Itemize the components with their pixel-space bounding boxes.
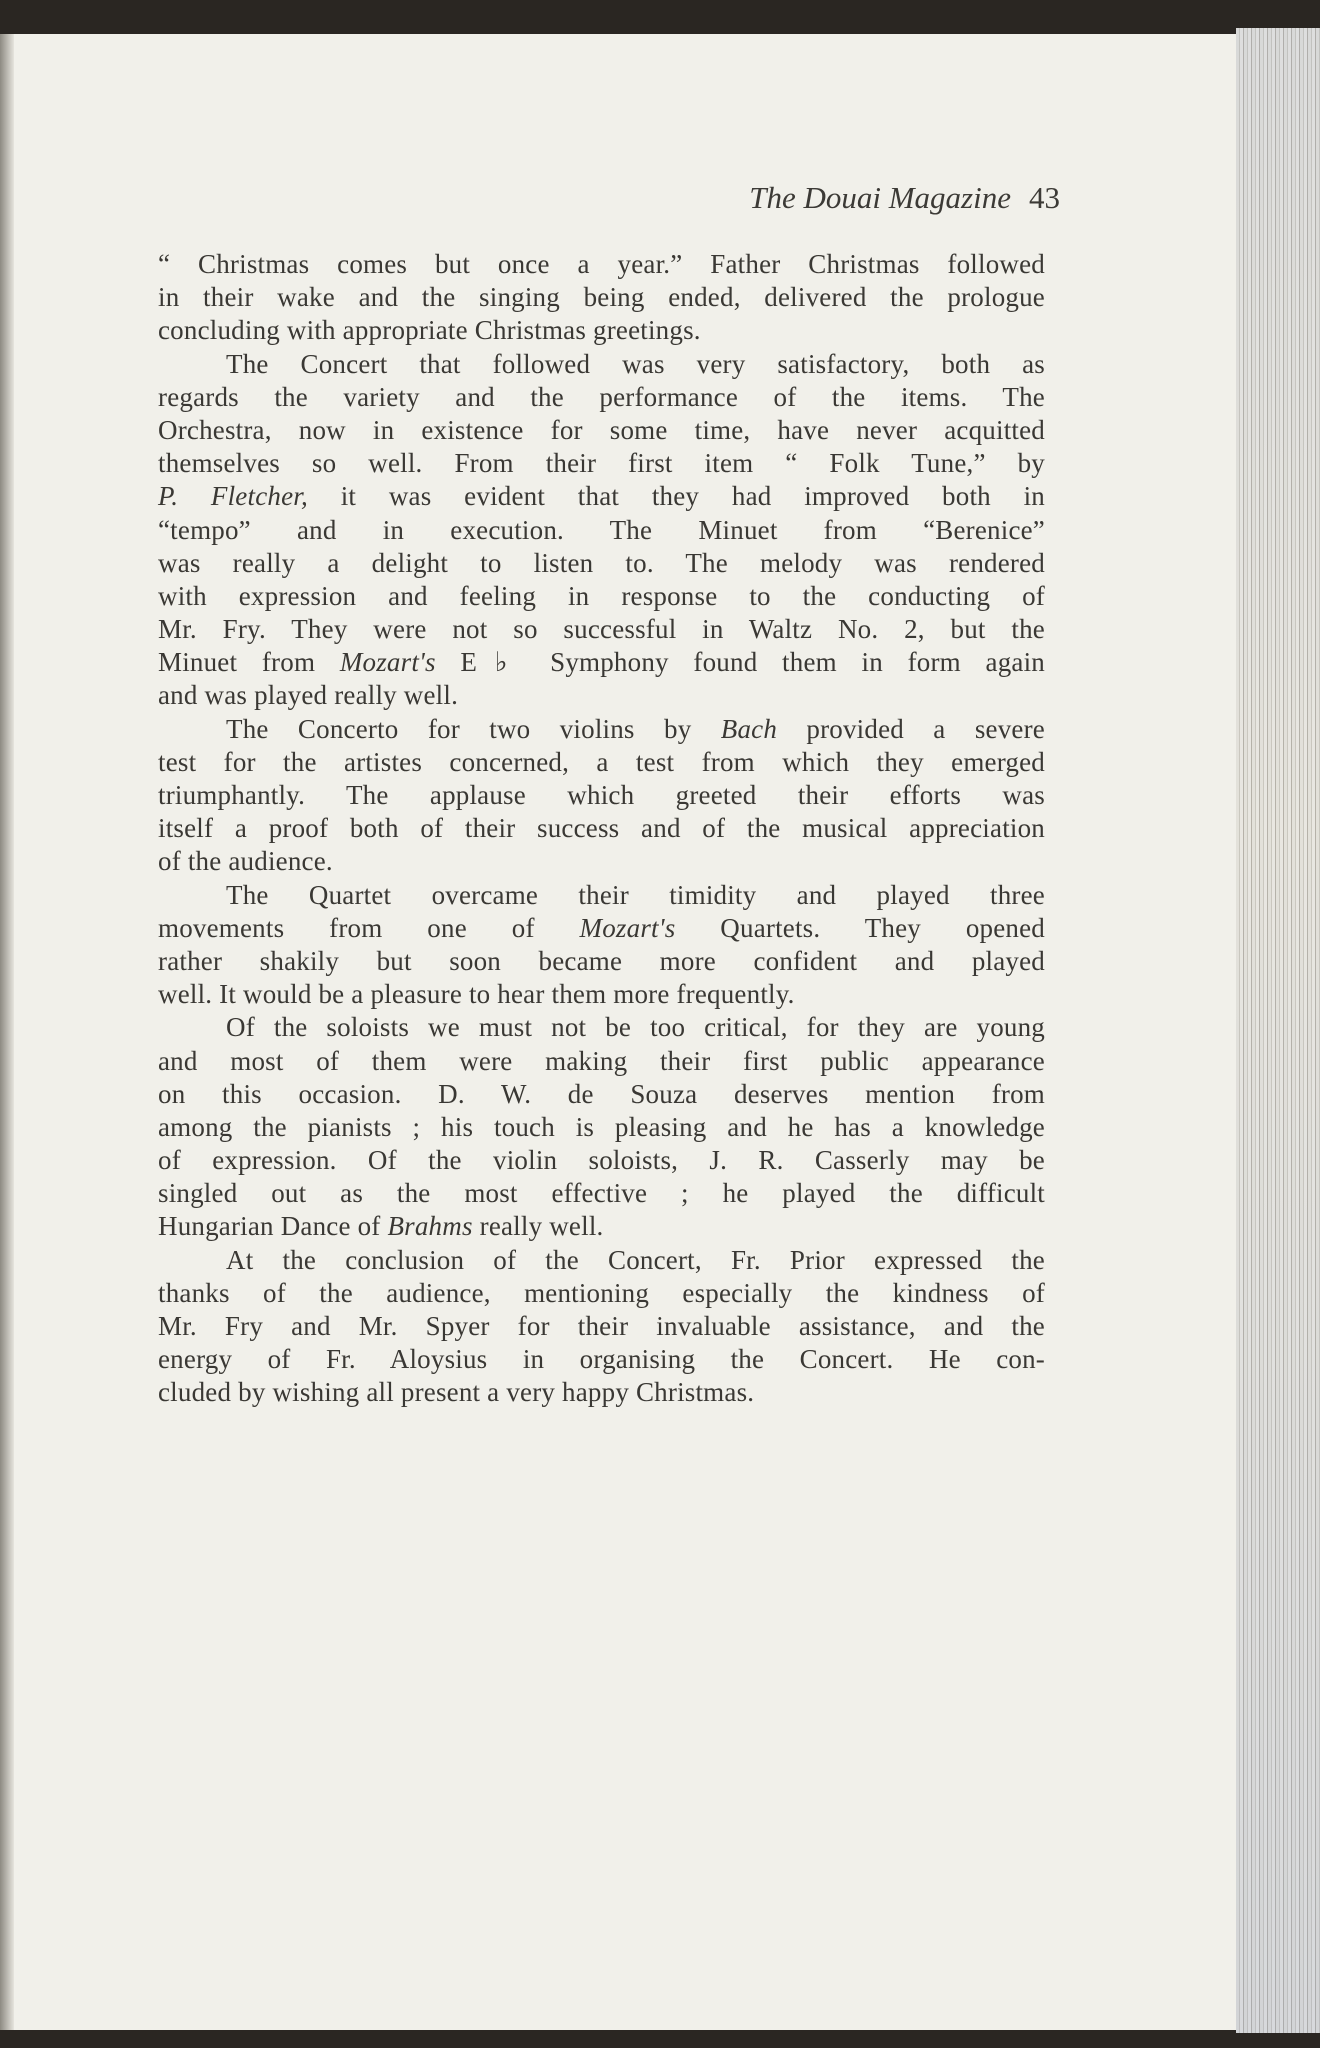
page-edges [1236, 28, 1320, 2033]
text-line [158, 1144, 1045, 1177]
text-run: themselves so well. From their first item “ Folk Tune,” by [158, 448, 1045, 479]
text-run: and was played really well. [158, 680, 459, 711]
text-line [158, 381, 1045, 414]
text-run: well. It would be a pleasure to hear them more frequently. [158, 979, 795, 1010]
text-line [158, 480, 1045, 513]
text-line [158, 348, 1045, 381]
text-run: Mr. Fry and Mr. Spyer for their invaluable assistance, and the [158, 1311, 1045, 1341]
text-line [158, 1244, 1045, 1277]
text-line [158, 281, 1045, 314]
text-run: Quartets. They opened [675, 912, 1046, 943]
text-line [158, 1376, 1045, 1409]
text-run: The Quartet overcame their timidity and played three [226, 879, 1045, 910]
text-run: triumphantly. The applause which greeted their efforts was [158, 780, 1045, 810]
text-run: really well. [472, 1211, 604, 1242]
text-line [158, 1111, 1045, 1144]
text-run: “ Christmas comes but once a year.” Father Christmas followed [158, 249, 1045, 279]
page-number: 43 [1029, 180, 1060, 215]
text-run: itself a proof both of their success and of the musical appreciation [158, 813, 1045, 844]
text-run: among the pianists ; his touch is pleasing and he has a knowledge [158, 1111, 1045, 1142]
text-line [158, 1343, 1045, 1376]
running-header [640, 180, 1060, 216]
text-run: rather shakily but soon became more confident and played [158, 945, 1045, 976]
text-run: test for the artistes concerned, a test from which they emerged [158, 746, 1045, 777]
text-line [158, 746, 1045, 779]
text-line [158, 613, 1045, 646]
italic-text: P. Fletcher, [158, 481, 308, 512]
text-line [158, 414, 1045, 447]
text-run: regards the variety and the performance of the items. The [158, 381, 1045, 412]
text-run: singled out as the most effective ; he played the difficult [158, 1178, 1045, 1209]
text-run: cluded by wishing all present a very happy Christmas. [158, 1377, 755, 1408]
text-run: The Concert that followed was very satisfactory, both as [226, 348, 1045, 379]
text-run: concluding with appropriate Christmas greetings. [158, 315, 701, 346]
article-body [158, 248, 1045, 1410]
text-line [158, 812, 1045, 845]
text-run: The Concerto for two violins by [226, 713, 721, 744]
text-run: with expression and feeling in response to the conducting of [158, 580, 1045, 611]
text-run: it was evident that they had improved both in [307, 481, 1046, 512]
text-line [158, 1078, 1045, 1111]
italic-text: Bach [720, 713, 778, 744]
text-run: At the conclusion of the Concert, Fr. Prior expressed the [226, 1244, 1045, 1275]
italic-text: Brahms [387, 1211, 473, 1242]
text-line [158, 514, 1045, 547]
text-run: provided a severe [777, 713, 1045, 744]
text-line [158, 779, 1045, 812]
text-line [158, 945, 1045, 978]
text-line [158, 1210, 1045, 1243]
text-line [158, 1177, 1045, 1210]
text-line [158, 879, 1045, 912]
text-line [158, 978, 1045, 1011]
text-line [158, 1277, 1045, 1310]
text-line [158, 1310, 1045, 1343]
text-line [158, 713, 1045, 746]
text-line [158, 314, 1045, 347]
text-line [158, 248, 1045, 281]
text-line [158, 912, 1045, 945]
magazine-title: The Douai Magazine [749, 180, 1011, 215]
text-run: movements from one of [158, 912, 580, 943]
text-run: thanks of the audience, mentioning especially the kindness of [158, 1277, 1045, 1308]
text-run: Of the soloists we must not be too critical, for they are young [226, 1012, 1045, 1043]
text-run: energy of Fr. Aloysius in organising the Concert. He con- [158, 1344, 1045, 1375]
text-run: “tempo” and in execution. The Minuet from “Berenice” [158, 514, 1045, 545]
text-line [158, 646, 1045, 679]
text-run: and most of them were making their first public appearance [158, 1045, 1045, 1076]
text-run: of the audience. [158, 846, 333, 877]
text-run: on this occasion. D. W. de Souza deserves mention from [158, 1078, 1045, 1109]
text-run: E♭ Symphony found them in form again [435, 647, 1046, 678]
text-run: Minuet from [158, 647, 340, 678]
text-run: Orchestra, now in existence for some time, have never acquitted [158, 414, 1045, 445]
page-gutter-shadow [0, 34, 14, 2030]
text-run: Mr. Fry. They were not so successful in Waltz No. 2, but the [158, 614, 1045, 645]
text-run: Hungarian Dance of [158, 1211, 388, 1242]
text-line [158, 679, 1045, 712]
text-run: of expression. Of the violin soloists, J. R. Casserly may be [158, 1145, 1045, 1176]
text-line [158, 1045, 1045, 1078]
italic-text: Mozart's [579, 912, 676, 943]
text-line [158, 580, 1045, 613]
text-line [158, 1011, 1045, 1044]
text-line [158, 845, 1045, 878]
italic-text: Mozart's [339, 647, 436, 678]
text-run: in their wake and the singing being ended, delivered the prologue [158, 282, 1045, 313]
text-line [158, 547, 1045, 580]
text-run: was really a delight to listen to. The melody was rendered [158, 547, 1045, 578]
text-line [158, 447, 1045, 480]
